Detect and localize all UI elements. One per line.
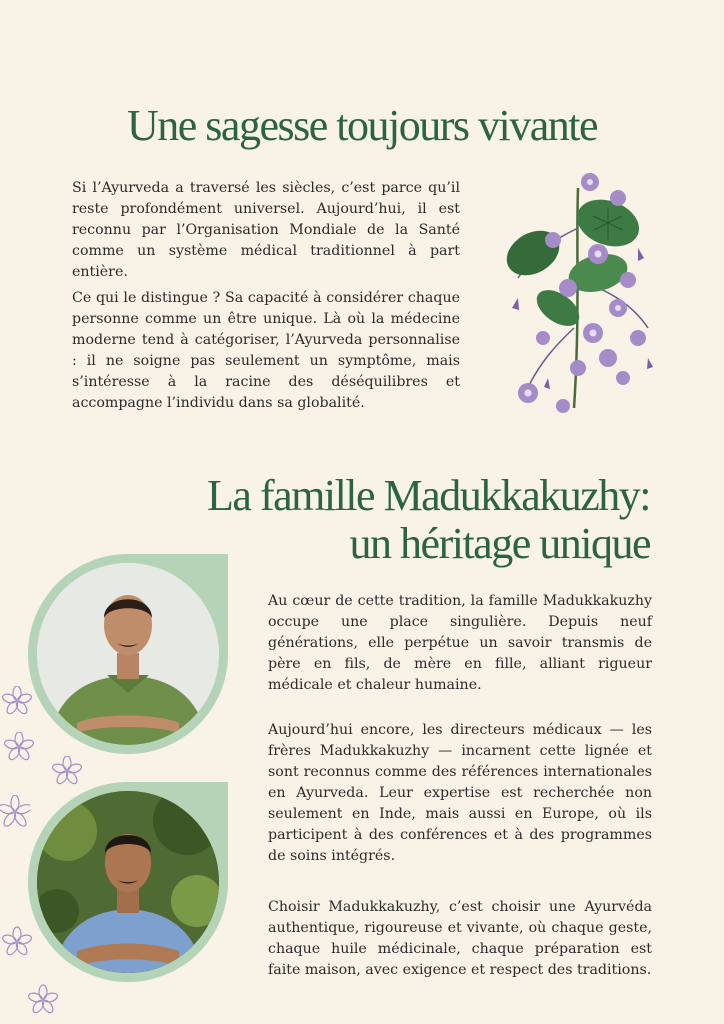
paragraph-distinction: Ce qui le distingue ? Sa capacité à considérer chaque personne comme un être unique. Là où la médecine moderne tend à catégoriser, l’Ayurveda personnalise : il ne soigne pas seulement un symptôme, mais s’intéresse à la racine des déséquilibres et accompagne l’individu dans sa globalité.: [72, 290, 460, 411]
section-title-family-line1: La famille Madukkakuzhy:: [207, 471, 650, 520]
jasmine-flower-icon: [52, 756, 82, 786]
section-title-family-line2: un héritage unique: [349, 519, 650, 568]
portrait-photo-1: [37, 563, 219, 745]
section-title-wisdom: Une sagesse toujours vivante: [127, 101, 597, 150]
jasmine-flower-icon: [4, 732, 34, 762]
paragraph-family: Au cœur de cette tradition, la famille Madukkakuzhy occupe une place singulière. Depuis neuf générations, elle perpétue un savoir transmis de père en fils, de mère en fille, alliant rigueur médicale et chaleur humaine.: [268, 593, 652, 693]
paragraph-directors: Aujourd’hui encore, les directeurs médicaux — les frères Madukkakuzhy — incarnent cette lignée et sont reconnus comme des références internationales en Ayurveda. Leur expertise est recherchée non seulement en Inde, mais aussi en Europe, où ils participent à des conférences et à des programmes de soins intégrés.: [268, 722, 652, 864]
section-title-family: [207, 472, 650, 568]
jasmine-flower-icon: [0, 795, 30, 829]
portrait-photo-2: [37, 791, 219, 973]
jasmine-flower-icon: [2, 686, 32, 716]
paragraph-universal: Si l’Ayurveda a traversé les siècles, c’est parce qu’il reste profondément universel. Aujourd’hui, il est reconnu par l’Organisation Mondiale de la Santé comme un système médical traditionnel à part entière.: [72, 180, 460, 280]
jasmine-flower-icon: [2, 926, 32, 958]
jasmine-flower-icon: [28, 984, 58, 1016]
botanical-illustration-icon: [498, 168, 658, 420]
paragraph-choose: Choisir Madukkakuzhy, c’est choisir une Ayurvéda authentique, rigoureuse et vivante, où chaque geste, chaque huile médicinale, chaque préparation est faite maison, avec exigence et respect des traditions.: [268, 899, 652, 978]
